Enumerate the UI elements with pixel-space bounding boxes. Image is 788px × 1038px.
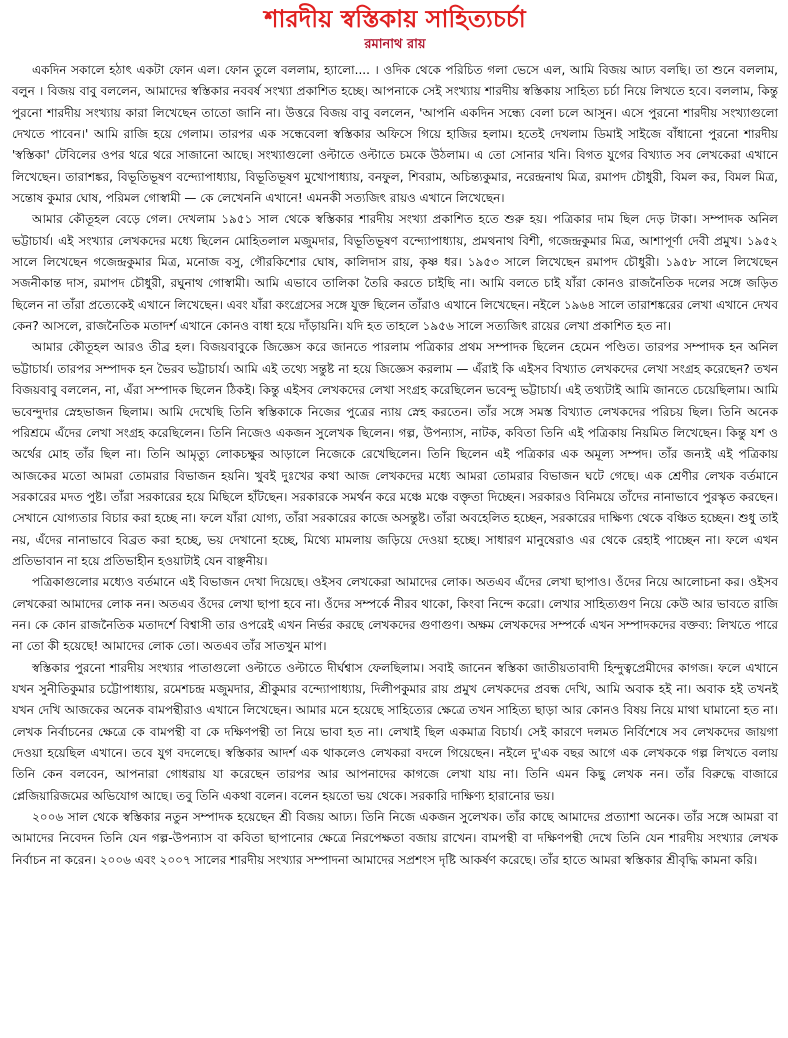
article-paragraph-4: পত্রিকাগুলোর মধ্যেও বর্তমানে এই বিভাজন দেখা দিয়েছে। ওইসব লেখকেরা আমাদের লোক। অতএব এঁদের লেখা ছাপাও। ওঁদের নিয়ে আলোচনা কর। ওইসব লেখকেরা আমাদের লোক নন। অতএব ওঁদের লেখা ছাপা হবে না। ওঁদের সম্পর্কে নীরব থাকো, কিংবা নিন্দে করো। লেখার সাহিত্যগুণ নিয়ে কেউ আর ভাবতে রাজি নন। কে কোন রাজনৈতিক মতাদর্শে বিশ্বাসী তার ওপরেই এখন নির্ভর করছে লেখকদের গুণাগুণ। অক্ষম লেখকদের সম্পর্কে এখন সম্পাদকদের বক্তব্য: লিখতে পারে না তো কী হয়েছে! আমাদের লোক তো। অতএব তাঁর সাতখুন মাপ।	[12, 575, 778, 654]
article-paragraph-3: আমার কৌতূহল আরও তীব্র হল। বিজয়বাবুকে জিজ্ঞেস করে জানতে পারলাম পত্রিকার প্রথম সম্পাদক ছিলেন হেমেন পণ্ডিত। তারপর সম্পাদক হন অনিল ভট্টাচার্য। তারপর সম্পাদক হন ভৈরব ভট্টাচার্য। আমি এই তথ্যে সন্তুষ্ট না হয়ে জিজ্ঞেস করলাম — এঁরাই কি এইসব বিখ্যাত লেখকদের লেখা সংগ্রহ করেছেন? তখন বিজয়বাবু বললেন, না, এঁরা সম্পাদক ছিলেন ঠিকই। কিন্তু এইসব লেখকদের লেখা সংগ্রহ করেছিলেন ভবেন্দু ভট্টাচার্য। এই তথ্যটাই আমি জানতে চেয়েছিলাম। আমি ভবেন্দুদার স্নেহভাজন ছিলাম। আমি দেখেছি তিনি স্বস্তিকাকে নিজের পুত্রের ন্যায় স্নেহ করতেন। তাঁর সঙ্গে সমস্ত বিখ্যাত লেখকদের পরিচয় ছিল। তিনি অনেক পরিশ্রমে এঁদের লেখা সংগ্রহ করেছিলেন। তিনি নিজেও একজন সুলেখক ছিলেন। গল্প, উপন্যাস, নাটক, কবিতা তিনি এই পত্রিকায় নিয়মিত লিখেছেন। কিন্তু যশ ও অর্থের মোহ তাঁর ছিল না। তিনি আমৃত্যু লোকচক্ষুর আড়ালে নিজেকে রেখেছিলেন। তিনি ছিলেন এই পত্রিকার এক অমূল্য সম্পদ। তাঁর জন্যই এই পত্রিকায় আজকের মতো আমরা তোমরার বিভাজন হয়নি। খুবই দুঃখের কথা আজ লেখকদের মধ্যে আমরা তোমরার বিভাজন ঘটে গেছে। এক শ্রেণীর লেখক বর্তমানে সরকারের মদত পুষ্ট। তাঁরা সরকারের হয়ে মিছিলে হাঁটছেন। সরকারকে সমর্থন করে মঞ্চে মঞ্চে বক্তৃতা দিচ্ছেন। সরকারও বিনিময়ে তাঁদের নানাভাবে পুরস্কৃত করছেন। সেখানে যোগ্যতার বিচার করা হচ্ছে না। ফলে যাঁরা যোগ্য, তাঁরা সরকারের কাজে অসন্তুষ্ট। তাঁরা অবহেলিত হচ্ছেন, সরকারের দাক্ষিণ্য থেকে বঞ্চিত হচ্ছেন। শুধু তাই নয়, এঁদের নানাভাবে বিব্রত করা হচ্ছে, ভয় দেখানো হচ্ছে, মিথ্যে মামলায় জড়িয়ে দেওয়া হচ্ছে। সাধারণ মানুষেরাও এর থেকে রেহাই পাচ্ছেন না। ফলে এখন প্রতিভাবান না হয়ে প্রতিভাহীন হওয়াটাই যেন বাঞ্ছনীয়।	[12, 340, 778, 568]
article-body	[12, 60, 778, 871]
article-paragraph-2: আমার কৌতূহল বেড়ে গেল। দেখলাম ১৯৫১ সাল থেকে স্বস্তিকার শারদীয় সংখ্যা প্রকাশিত হতে শুরু হয়। পত্রিকার দাম ছিল দেড় টাকা। সম্পাদক অনিল ভট্টাচার্য। এই সংখ্যার লেখকদের মধ্যে ছিলেন মোহিতলাল মজুমদার, বিভূতিভূষণ বন্দ্যোপাধ্যায়, প্রমথনাথ বিশী, গজেন্দ্রকুমার মিত্র, আশাপূর্ণা দেবী প্রমুখ। ১৯৫২ সালে লিখেছেন গজেন্দ্রকুমার মিত্র, মনোজ বসু, গৌরকিশোর ঘোষ, কালিদাস রায়, কৃষ্ণ ধর। ১৯৫৩ সালে লিখেছেন রমাপদ চৌধুরী। ১৯৫৮ সালে লিখেছেন সজনীকান্ত দাস, রমাপদ চৌধুরী, রঘুনাথ গোস্বামী। আমি এভাবে তালিকা তৈরি করতে চাইছি না। আমি বলতে চাই যাঁরা কোনও রাজনৈতিক দলের সঙ্গে জড়িত ছিলেন না তাঁরা প্রত্যেকেই এখানে লিখেছেন। এবং যাঁরা কংগ্রেসের সঙ্গে যুক্ত ছিলেন তাঁরাও এখানে লিখেছেন। নইলে ১৯৬৪ সালে তারাশঙ্করের লেখা এখানে দেখব কেন? আসলে, রাজনৈতিক মতাদর্শ এখানে কোনও বাধা হয়ে দাঁড়ায়নি। যদি হত তাহলে ১৯৫৬ সালে সত্যজিৎ রায়ের লেখা প্রকাশিত হত না।	[12, 212, 778, 334]
article-title: শারদীয় স্বস্তিকায় সাহিত্যচর্চা	[264, 5, 526, 33]
article-paragraph-5: স্বস্তিকার পুরনো শারদীয় সংখ্যার পাতাগুলো ওল্টাতে ওল্টাতে দীর্ঘশ্বাস ফেলছিলাম। সবাই জানেন স্বস্তিকা জাতীয়তাবাদী হিন্দুত্বপ্রেমীদের কাগজ। ফলে এখানে যখন সুনীতিকুমার চট্টোপাধ্যায়, রমেশচন্দ্র মজুমদার, শ্রীকুমার বন্দ্যোপাধ্যায়, দিলীপকুমার রায় প্রমুখ লেখকদের প্রবন্ধ দেখি, আমি অবাক হই না। অবাক হই তখনই যখন দেখি আজকের অনেক বামপন্থীরাও এখানে লিখেছেন। আমার মনে হয়েছে সাহিত্যের ক্ষেত্রে তখন সাহিত্য ছাড়া আর কোনও বিষয় নিয়ে মাথা ঘামানো হত না। লেখক নির্বাচনের ক্ষেত্রে কে বামপন্থী বা কে দক্ষিণপন্থী তা নিয়ে ভাবা হত না। লেখাই ছিল একমাত্র বিচার্য। সেই কারণে দলমত নির্বিশেষে সব লেখকদের জায়গা দেওয়া হয়েছিল এখানে। তবে যুগ বদলেছে। স্বস্তিকার আদর্শ এক থাকলেও লেখকরা বদলে গিয়েছেন। নইলে দু'এক বছর আগে এক লেখককে গল্প লিখতে বলায় তিনি কেন বলবেন, আপনারা গোধরায় যা করেছেন তারপর আর আপনাদের কাগজে লেখা যায় না। তিনি এমন কিছু লেখক নন। তাঁর বিরুদ্ধে বাজারে প্লেজিয়ারিজমের অভিযোগ আছে। তবু তিনি একথা বলেন। বলেন হয়তো ভয় থেকে। সরকারি দাক্ষিণ্য হারানোর ভয়।	[12, 660, 778, 803]
article-author: রমানাথ রায়	[364, 37, 426, 52]
article-paragraph-6: ২০০৬ সাল থেকে স্বস্তিকার নতুন সম্পাদক হয়েছেন শ্রী বিজয় আঢ্য। তিনি নিজে একজন সুলেখক। তাঁর কাছে আমাদের প্রত্যাশা অনেক। তাঁর সঙ্গে আমরা বা আমাদের নিবেদন তিনি যেন গল্প-উপন্যাস বা কবিতা ছাপানোর ক্ষেত্রে নিরপেক্ষতা বজায় রাখেন। বামপন্থী বা দক্ষিণপন্থী দেখে তিনি যেন শারদীয় সংখ্যার লেখক নির্বাচন না করেন। ২০০৬ এবং ২০০৭ সালের শারদীয় সংখ্যার সম্পাদনা আমাদের সপ্রশংস দৃষ্টি আকর্ষণ করেছে। তাঁর হাতে আমরা স্বস্তিকার শ্রীবৃদ্ধি কামনা করি।	[12, 810, 778, 867]
article-paragraph-1: একদিন সকালে হঠাৎ একটা ফোন এল। ফোন তুলে বললাম, হ্যালো.... । ওদিক থেকে পরিচিত গলা ভেসে এল, আমি বিজয় আঢ্য বলছি। তা শুনে বললাম, বলুন । বিজয় বাবু বললেন, আমাদের স্বস্তিকার নববর্ষ সংখ্যা প্রকাশিত হচ্ছে। আপনাকে সেই সংখ্যায় শারদীয় স্বস্তিকায় সাহিত্য চর্চা নিয়ে লিখতে হবে। বললাম, কিন্তু পুরনো শারদীয় সংখ্যায় কারা লিখেছেন তাতো জানি না। উত্তরে বিজয় বাবু বললেন, 'আপনি একদিন সন্ধ্যে বেলা চলে আসুন। এসে পুরনো শারদীয় সংখ্যাগুলো দেখতে পাবেন।' আমি রাজি হয়ে গেলাম। তারপর এক সন্ধেবেলা স্বস্তিকার অফিসে গিয়ে হাজির হলাম। হতেই দেখলাম ডিমাই সাইজে বাঁধানো পুরনো শারদীয় 'স্বস্তিকা' টেবিলের ওপর থরে থরে সাজানো আছে। সংখ্যাগুলো ওল্টাতে ওল্টাতে চমকে উঠলাম। এ তো সোনার খনি। বিগত যুগের বিখ্যাত সব লেখকেরা এখানে লিখেছেন। তারাশঙ্কর, বিভূতিভূষণ বন্দ্যোপাধ্যায়, বিভূতিভূষণ মুখোপাধ্যায়, বনফুল, শিবরাম, অচিন্ত্যকুমার, নরেন্দ্রনাথ মিত্র, রমাপদ চৌধুরী, বিমল কর, বিমল মিত্র, সন্তোষ কুমার ঘোষ, পরিমল গোস্বামী — কে লেখেননি এখানে! এমনকী সত্যজিৎ রায়ও এখানে লিখেছেন।	[12, 63, 778, 206]
